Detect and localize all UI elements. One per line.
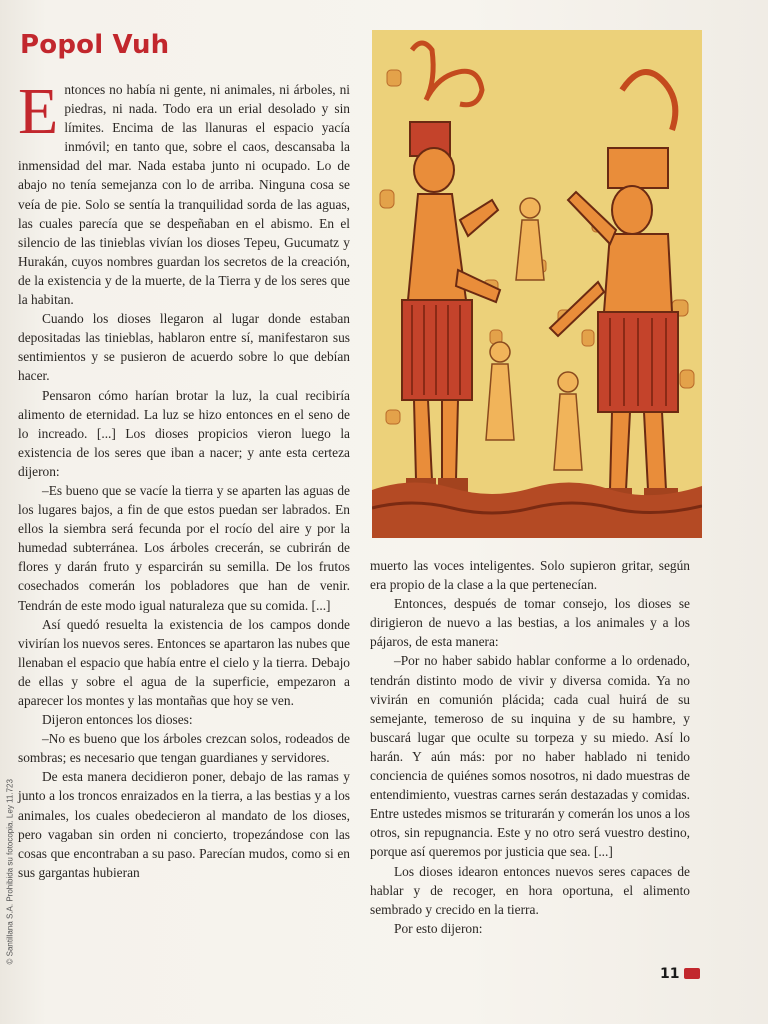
maya-gods-illustration xyxy=(372,30,702,538)
paragraph: –Por no haber sabido hablar conforme a lo ordenado, tendrán distinto modo de vivir y diversa comida. Ya no vivirán en comunión plácida; cada cual huirá de su semejante, temeroso de su inquina y de su hambre, y buscará lugar que oculte su torpeza y su miedo. Así lo harán. Y aún más: por no haber hablado ni tenido conciencia de quiénes somos nosotros, ni dado muestras de entendimiento, vuestras carnes serán destazadas y comidas. Entre ustedes mismos se triturarán y comerán los unos a los otros, sin repugnancia. Este y no otro será vuestro destino, porque así queremos por justicia que sea. [...] xyxy=(370,653,690,860)
left-text-column xyxy=(18,75,350,882)
paragraph: muerto las voces inteligentes. Solo supieron gritar, según era propio de la clase a la que pertenecían. xyxy=(370,558,690,593)
paragraph: Dijeron entonces los dioses: xyxy=(42,712,193,728)
copyright-sidenote xyxy=(0,760,14,970)
paragraph: Así quedó resuelta la existencia de los campos donde vivirían los nuevos seres. Entonces se apartaron las nubes que llenaban el espacio que había entre el cielo y la tierra. Debajo de ellas y sobre el agua de la superficie, empezaron a aparecer los montes y las montañas que hoy se ven. xyxy=(18,616,350,708)
paragraph: Cuando los dioses llegaron al lugar donde estaban depositadas las tinieblas, hablaron entre sí, manifestaron sus sentimientos y se pusieron de acuerdo sobre lo que debían hacer. xyxy=(18,311,350,384)
page-title: Popol Vuh xyxy=(20,30,170,60)
copyright-text: © Santillana S.A. Prohibida su fotocopia. Ley 11.723 xyxy=(5,779,15,965)
paragraph: –Es bueno que se vacíe la tierra y se aparten las aguas de los lugares bajos, a fin de que estos puedan ser labrados. En ellos la siembra será fecunda por el rocío del aire y por la humedad subterránea. Los árboles crecerán, se cubrirán de flores y darán fruto y esparcirán su semilla. De los frutos cosechados comerán los pobladores que han de venir. Tendrán de este modo igual naturaleza que su comida. [...] xyxy=(18,482,350,613)
paragraph-text: ntonces no había ni gente, ni animales, ni árboles, ni piedras, ni nada. Todo era un erial desolado y sin límites. Encima de las llanuras el espacio yacía inmóvil; en tanto que, sobre el caos, descansaba la inmensidad del mar. Nada estaba junto ni ocupado. Lo de abajo no tenía semejanza con lo de arriba. Ninguna cosa se veía de pie. Solo se sentía la tranquilidad sorda de las aguas, las cuales parecía que se despeñaban en el abismo. En el silencio de las tinieblas vivían los dioses Tepeu, Gucumatz y Hurakán, cuyos nombres guardan los secretos de la creación, de la existencia y de la muerte, de la Tierra y de los seres que la habitan. xyxy=(18,82,350,308)
paragraph xyxy=(18,75,350,309)
drop-cap: E xyxy=(18,75,59,148)
page-number-marker xyxy=(684,968,700,979)
paragraph: –No es bueno que los árboles crezcan solos, rodeados de sombras; es necesario que tengan guardianes y servidores. xyxy=(18,731,350,766)
illustration-graphic xyxy=(372,30,702,538)
paragraph: Por esto dijeron: xyxy=(394,920,483,936)
page-number: 11 xyxy=(660,966,680,982)
paragraph: Los dioses idearon entonces nuevos seres capaces de hablar y de recoger, en hora oportuna, el alimento sembrado y crecido en la tierra. xyxy=(370,863,690,917)
right-text-column xyxy=(370,556,690,938)
paragraph: De esta manera decidieron poner, debajo de las ramas y junto a los troncos enraizados en la tierra, a las bestias y a los animales, los cuales obedecieron al mandato de los dioses, pero vagaban sin orden ni concierto, tropezándose con las cosas que encontraban a su paso. Parecían mudos, como si en sus gargantas hubieran xyxy=(18,769,350,880)
paragraph: Entonces, después de tomar consejo, los dioses se dirigieron de nuevo a las bestias, a los animales y a los pájaros, de esta manera: xyxy=(370,596,690,650)
paragraph: Pensaron cómo harían brotar la luz, la cual recibiría alimento de eternidad. La luz se hizo entonces en el seno de lo increado. [...] Los dioses propicios vieron luego la existencia de los seres que iban a nacer; y ante esta certeza dijeron: xyxy=(18,387,350,479)
